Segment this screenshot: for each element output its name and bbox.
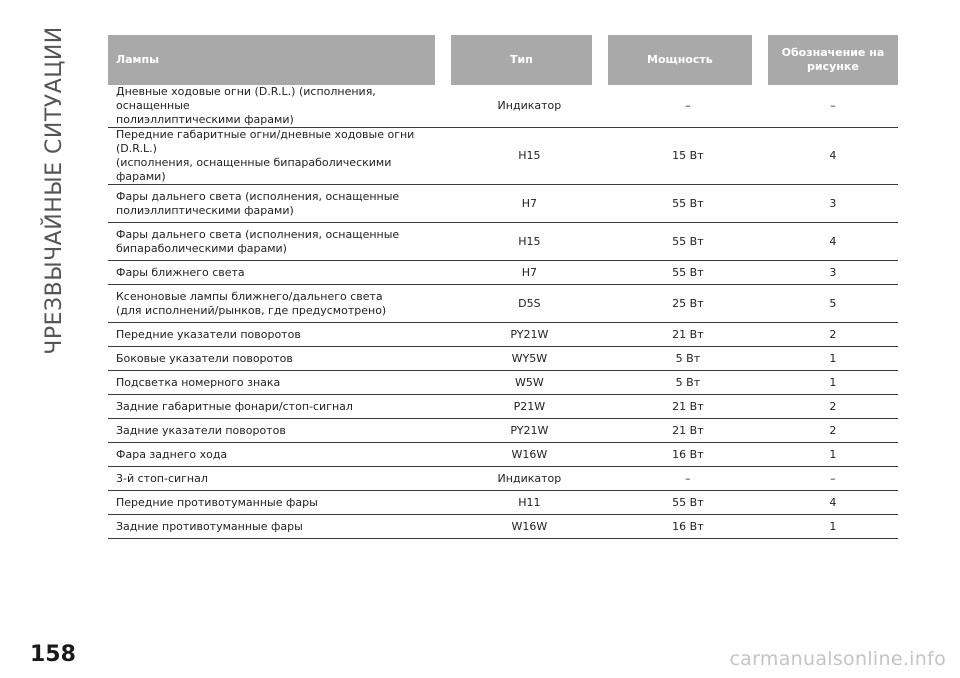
header-type: Тип (451, 35, 608, 85)
section-title (24, 25, 84, 355)
cell-lamp (108, 85, 451, 128)
cell-power: 21 Вт (608, 323, 768, 347)
cell-lamp-line: Передние габаритные огни/дневные ходовые огни (D.R.L.) (116, 128, 415, 155)
table-row (108, 128, 898, 185)
cell-figure: 5 (768, 285, 898, 323)
cell-type: H15 (451, 128, 608, 185)
cell-type: W16W (451, 515, 608, 539)
table-row (108, 515, 898, 539)
table-row (108, 223, 898, 261)
cell-figure: 4 (768, 223, 898, 261)
cell-lamp (108, 347, 451, 371)
cell-figure: 1 (768, 443, 898, 467)
cell-power: 5 Вт (608, 371, 768, 395)
cell-type: WY5W (451, 347, 608, 371)
cell-lamp-line: полиэллиптическими фарами) (116, 203, 294, 217)
header-power: Мощность (608, 35, 768, 85)
cell-power: 21 Вт (608, 419, 768, 443)
cell-lamp (108, 285, 451, 323)
cell-type: H7 (451, 185, 608, 223)
table-row (108, 85, 898, 128)
cell-type: PY21W (451, 323, 608, 347)
cell-lamp (108, 419, 451, 443)
cell-lamp-line: полиэллиптическими фарами) (116, 113, 294, 126)
cell-lamp-line: Передние противотуманные фары (116, 495, 318, 509)
cell-lamp (108, 223, 451, 261)
cell-lamp-line: бипараболическими фарами) (116, 241, 287, 255)
lamp-specs-table (108, 35, 898, 539)
table-row (108, 491, 898, 515)
cell-figure: 3 (768, 185, 898, 223)
cell-lamp (108, 371, 451, 395)
cell-figure: 1 (768, 347, 898, 371)
cell-figure: 3 (768, 261, 898, 285)
cell-lamp-line: Передние указатели поворотов (116, 327, 301, 341)
cell-power: 5 Вт (608, 347, 768, 371)
table-header-row (108, 35, 898, 85)
cell-figure: 2 (768, 419, 898, 443)
cell-lamp-line: 3-й стоп-сигнал (116, 471, 208, 485)
watermark: carmanualsonline.info (729, 648, 946, 670)
header-figure: Обозначение на рисунке (768, 35, 898, 85)
cell-figure: 1 (768, 371, 898, 395)
cell-power: 16 Вт (608, 515, 768, 539)
table-row (108, 443, 898, 467)
cell-lamp (108, 467, 451, 491)
cell-power: 16 Вт (608, 443, 768, 467)
cell-lamp-line: (исполнения, оснащенные бипараболическими фарами) (116, 156, 392, 183)
cell-figure: – (768, 85, 898, 128)
cell-lamp-line: Ксеноновые лампы ближнего/дальнего света (116, 289, 383, 303)
cell-lamp (108, 491, 451, 515)
cell-lamp (108, 261, 451, 285)
cell-lamp-line: (для исполнений/рынков, где предусмотрено) (116, 303, 387, 317)
page-number: 158 (30, 642, 76, 667)
cell-figure: 4 (768, 491, 898, 515)
table-row (108, 185, 898, 223)
cell-type: Индикатор (451, 467, 608, 491)
cell-lamp-line: Боковые указатели поворотов (116, 351, 293, 365)
cell-lamp (108, 185, 451, 223)
cell-power: 55 Вт (608, 261, 768, 285)
cell-figure: – (768, 467, 898, 491)
cell-type: H11 (451, 491, 608, 515)
cell-lamp-line: Фары ближнего света (116, 265, 245, 279)
cell-type: P21W (451, 395, 608, 419)
cell-type: Индикатор (451, 85, 608, 128)
cell-lamp-line: Задние противотуманные фары (116, 519, 303, 533)
cell-type: W16W (451, 443, 608, 467)
cell-power: – (608, 85, 768, 128)
cell-power: 55 Вт (608, 491, 768, 515)
cell-power: 25 Вт (608, 285, 768, 323)
cell-lamp (108, 128, 451, 185)
table-row (108, 371, 898, 395)
cell-lamp (108, 395, 451, 419)
cell-power: 21 Вт (608, 395, 768, 419)
cell-type: H7 (451, 261, 608, 285)
table-row (108, 261, 898, 285)
table-row (108, 285, 898, 323)
cell-lamp-line: Фары дальнего света (исполнения, оснащенные (116, 189, 400, 203)
cell-lamp-line: Задние указатели поворотов (116, 423, 286, 437)
table-row (108, 395, 898, 419)
cell-lamp (108, 515, 451, 539)
table-row (108, 323, 898, 347)
cell-type: H15 (451, 223, 608, 261)
cell-lamp (108, 323, 451, 347)
table-row (108, 419, 898, 443)
cell-figure: 2 (768, 395, 898, 419)
cell-figure: 1 (768, 515, 898, 539)
cell-power: 15 Вт (608, 128, 768, 185)
cell-type: D5S (451, 285, 608, 323)
cell-lamp-line: Фара заднего хода (116, 447, 228, 461)
table-body (108, 85, 898, 539)
cell-power: 55 Вт (608, 223, 768, 261)
table-row (108, 467, 898, 491)
header-lamp: Лампы (108, 35, 451, 85)
cell-lamp-line: Дневные ходовые огни (D.R.L.) (исполнения, оснащенные (116, 85, 376, 112)
cell-type: W5W (451, 371, 608, 395)
cell-power: – (608, 467, 768, 491)
cell-lamp (108, 443, 451, 467)
cell-figure: 2 (768, 323, 898, 347)
cell-lamp-line: Задние габаритные фонари/стоп-сигнал (116, 399, 353, 413)
section-title-text: ЧРЕЗВЫЧАЙНЫЕ СИТУАЦИИ (41, 25, 67, 355)
cell-lamp-line: Подсветка номерного знака (116, 375, 281, 389)
table-row (108, 347, 898, 371)
cell-power: 55 Вт (608, 185, 768, 223)
cell-figure: 4 (768, 128, 898, 185)
cell-lamp-line: Фары дальнего света (исполнения, оснащенные (116, 227, 400, 241)
cell-type: PY21W (451, 419, 608, 443)
